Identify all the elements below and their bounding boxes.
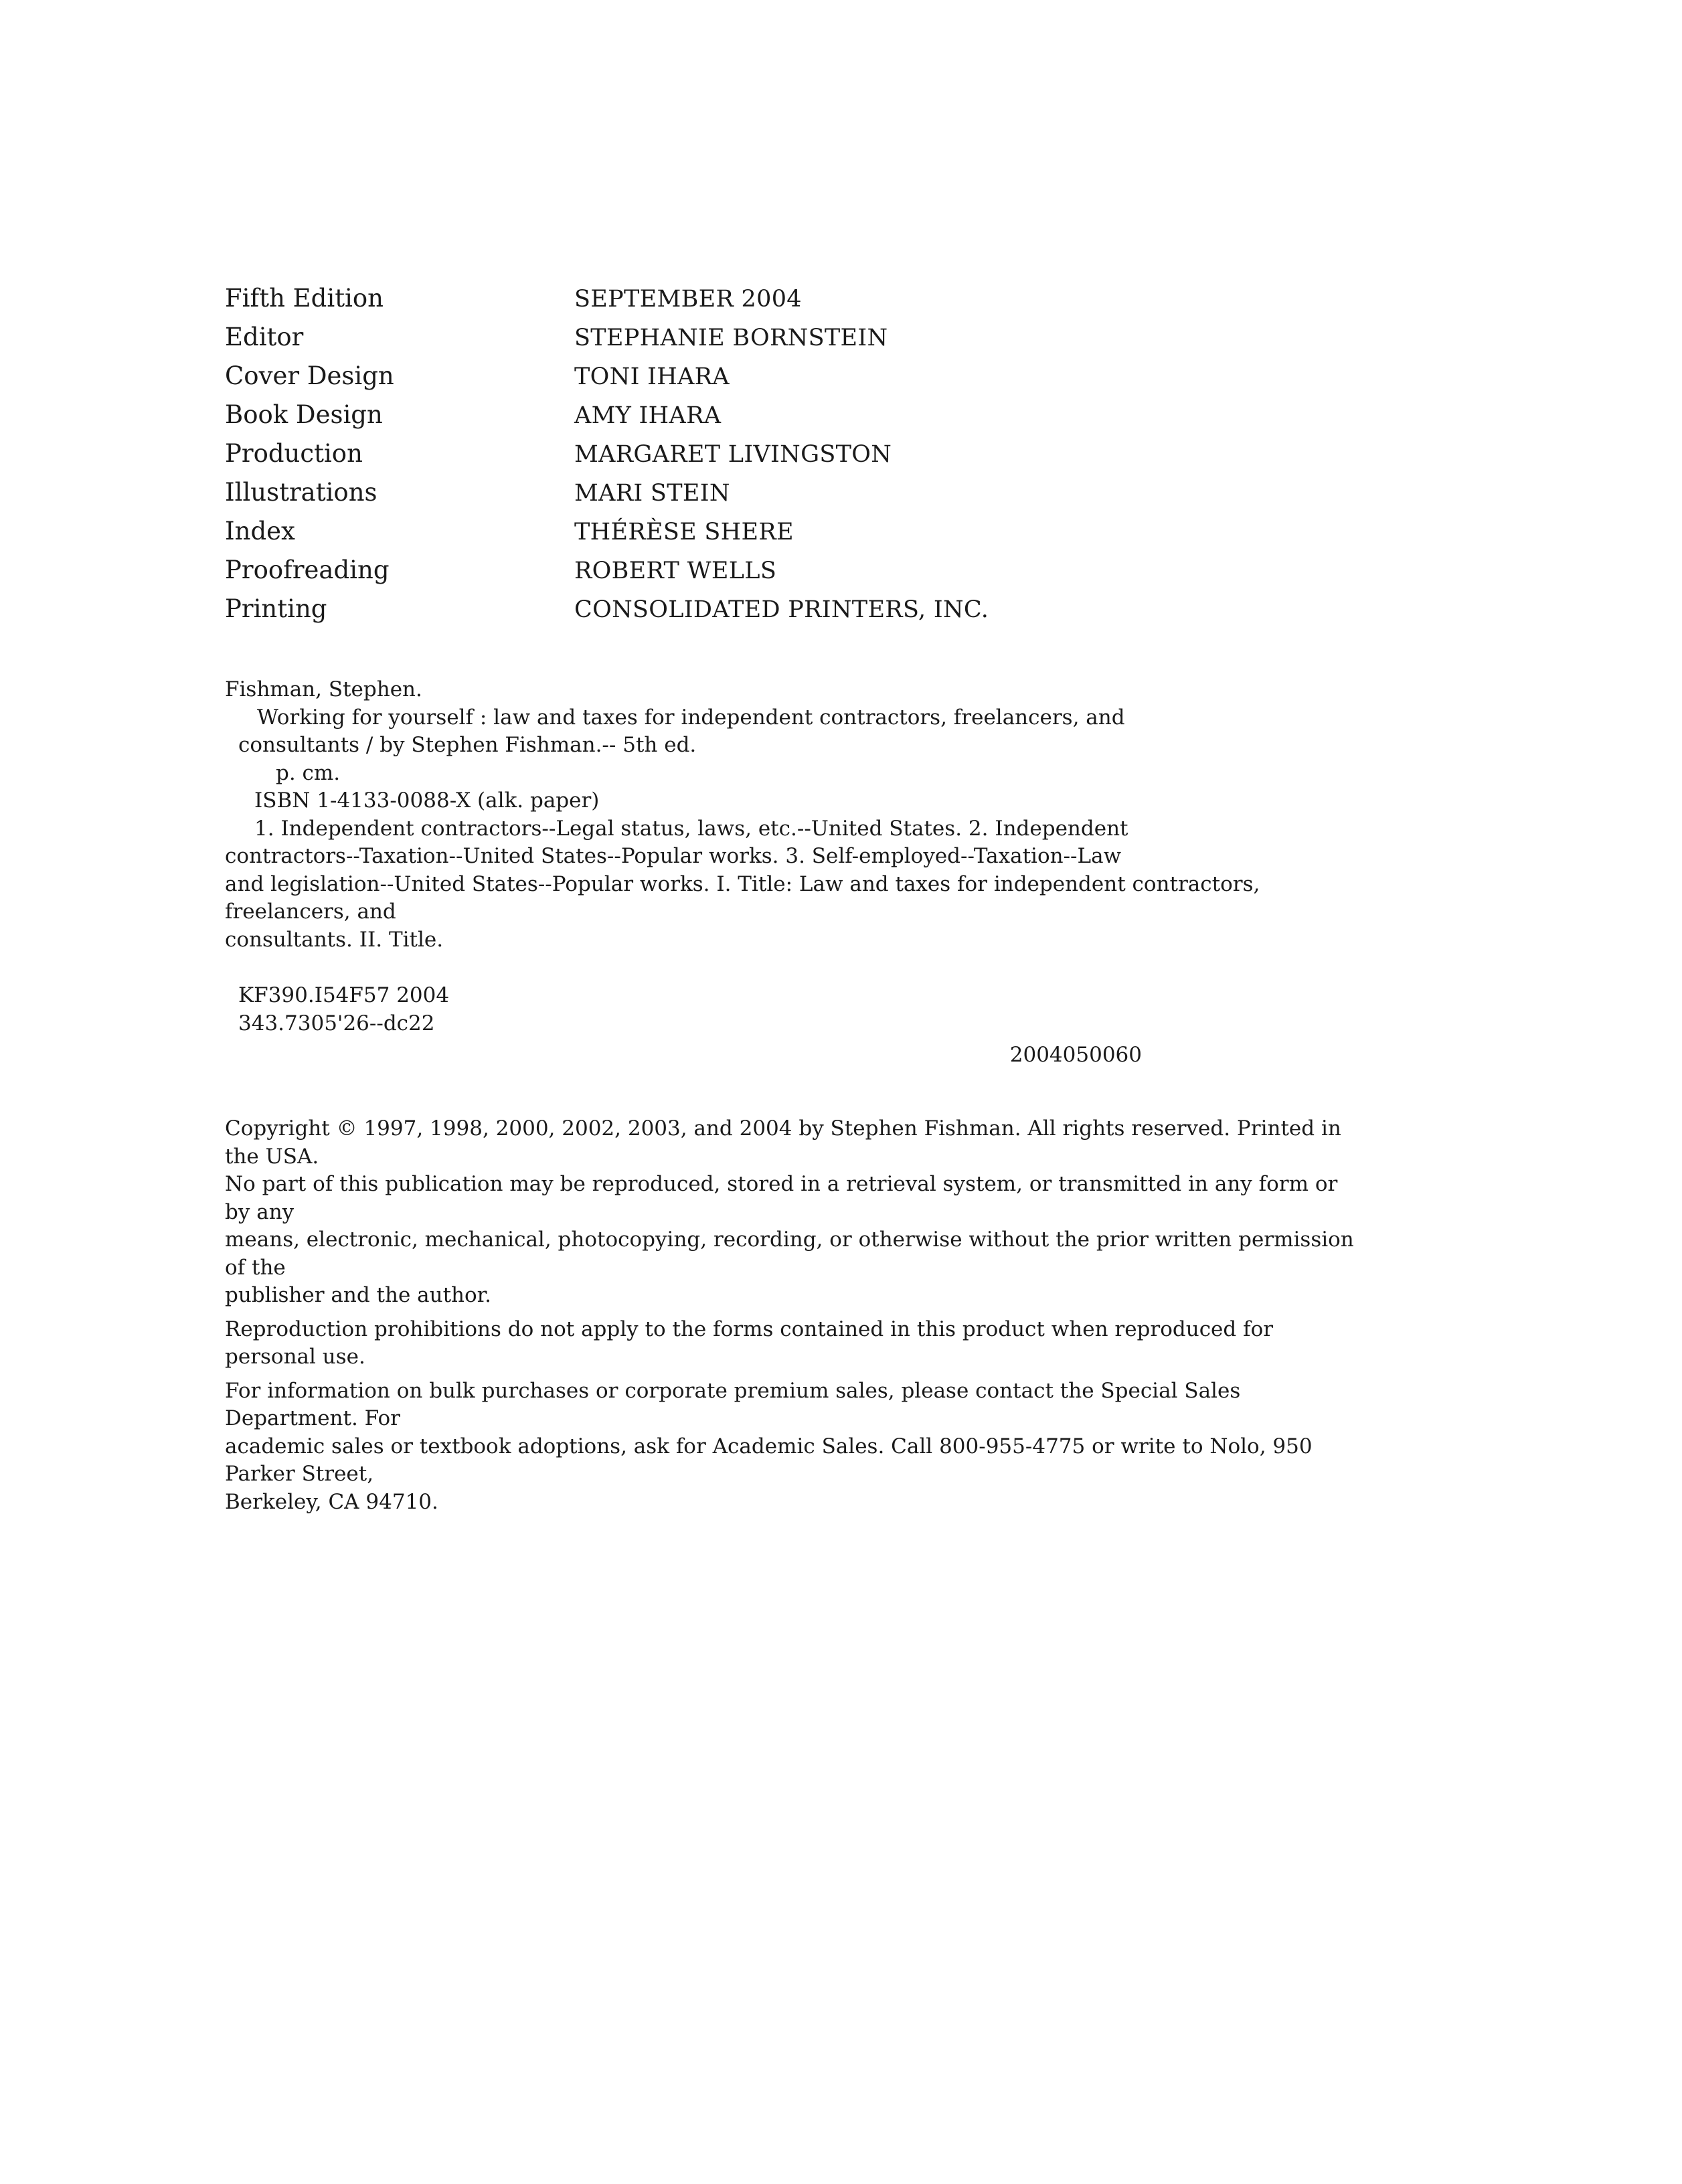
- credit-row: [225, 517, 1430, 556]
- credits-table: [225, 284, 1430, 633]
- credit-row: [225, 478, 1430, 517]
- reproduction-note: Reproduction prohibitions do not apply to the forms contained in this product when reproduced for personal use.: [225, 1317, 1274, 1369]
- credit-row: [225, 400, 1430, 439]
- credit-name: TONI IHARA: [574, 363, 730, 390]
- credit-row: [225, 439, 1430, 478]
- cip-author: Fishman, Stephen.: [225, 677, 422, 701]
- credit-role: Printing: [225, 594, 327, 623]
- credit-role: Fifth Edition: [225, 284, 384, 313]
- cip-physical: p. cm.: [276, 760, 341, 785]
- bulk-sales-line: Berkeley, CA 94710.: [225, 1489, 438, 1514]
- cip-subjects-line: 1. Independent contractors--Legal status, laws, etc.--United States. 2. Independent: [254, 816, 1128, 841]
- credit-row: [225, 594, 1430, 633]
- credit-name: ROBERT WELLS: [574, 558, 777, 584]
- bulk-sales-line: academic sales or textbook adoptions, ask for Academic Sales. Call 800-955-4775 or write to Nolo, 950 Parker Street,: [225, 1434, 1313, 1486]
- cip-lc-class: KF390.I54F57 2004: [238, 983, 450, 1007]
- cataloging-in-publication: [225, 676, 1363, 1070]
- credit-row: [225, 284, 1430, 323]
- credit-name: STEPHANIE BORNSTEIN: [574, 325, 888, 351]
- cip-subjects-line: and legislation--United States--Popular works. I. Title: Law and taxes for independent contractors, freelancers, and: [225, 871, 1260, 924]
- credit-name: MARI STEIN: [574, 480, 730, 507]
- cip-lccn: 2004050060: [1009, 1043, 1142, 1067]
- credit-role: Cover Design: [225, 361, 394, 390]
- cip-isbn: ISBN 1-4133-0088-X (alk. paper): [254, 788, 600, 813]
- credit-name: THÉRÈSE SHERE: [574, 519, 794, 545]
- cip-subjects-line: consultants. II. Title.: [225, 927, 444, 952]
- copyright-paragraph: [225, 1115, 1363, 1310]
- cip-dewey: 343.7305'26--dc22: [238, 1011, 435, 1035]
- bulk-sales-line: For information on bulk purchases or corporate premium sales, please contact the Special Sales Department. For: [225, 1378, 1241, 1430]
- credit-role: Production: [225, 439, 363, 468]
- credit-role: Proofreading: [225, 556, 390, 584]
- credit-row: [225, 361, 1430, 400]
- cip-title-line: Working for yourself : law and taxes for independent contractors, freelancers, and: [257, 705, 1125, 730]
- copyright-line: Copyright © 1997, 1998, 2000, 2002, 2003, and 2004 by Stephen Fishman. All rights reserved. Printed in the USA.: [225, 1116, 1341, 1169]
- credit-name: MARGARET LIVINGSTON: [574, 441, 892, 468]
- credit-row: [225, 556, 1430, 594]
- credit-name: CONSOLIDATED PRINTERS, INC.: [574, 596, 989, 623]
- credit-role: Book Design: [225, 400, 383, 429]
- credit-role: Index: [225, 517, 295, 545]
- copyright-line: means, electronic, mechanical, photocopying, recording, or otherwise without the prior written permission of the: [225, 1228, 1354, 1280]
- cip-title-line: consultants / by Stephen Fishman.-- 5th ed.: [238, 733, 697, 757]
- bulk-sales-paragraph: [225, 1377, 1363, 1517]
- cip-subjects-line: contractors--Taxation--United States--Popular works. 3. Self-employed--Taxation--Law: [225, 844, 1122, 868]
- credit-role: Editor: [225, 323, 304, 351]
- credit-row: [225, 323, 1430, 361]
- credit-name: AMY IHARA: [574, 402, 722, 429]
- credit-role: Illustrations: [225, 478, 377, 507]
- copyright-notice: [225, 1115, 1363, 1522]
- credit-name: SEPTEMBER 2004: [574, 286, 802, 313]
- copyright-line: No part of this publication may be reproduced, stored in a retrieval system, or transmitted in any form or by any: [225, 1172, 1338, 1224]
- copyright-line: publisher and the author.: [225, 1283, 491, 1307]
